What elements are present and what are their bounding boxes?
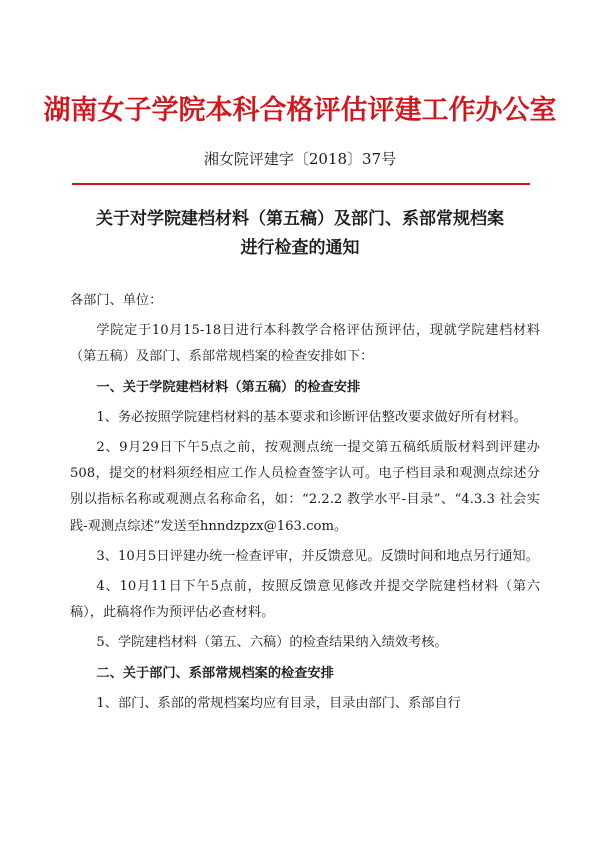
notice-title-line-2: 进行检查的通知 bbox=[240, 238, 360, 258]
intro-paragraph: 学院定于10月15-18日进行本科教学合格评估预评估，现就学院建档材料（第五稿）及部门、系部常规档案的检查安排如下： bbox=[70, 323, 540, 365]
section-1-item-2: 2、9月29日下午5点之前，按观测点统一提交第五稿纸质版材料到评建办508，提交的材料须经相应工作人员检查签字认可。电子档目录和观测点综述分别以指标名称或观测点名称命名，如：“2.2.2 教学水平-目录”、“4.3.3 社会实践-观测点综述”发送至hnndzpzx@163.com。 bbox=[70, 440, 540, 534]
section-1-heading: 一、关于学院建档材料（第五稿）的检查安排 bbox=[96, 379, 361, 395]
notice-title-line-1: 关于对学院建档材料（第五稿）及部门、系部常规档案 bbox=[96, 209, 504, 229]
section-2-heading: 二、关于部门、系部常规档案的检查安排 bbox=[96, 665, 334, 681]
section-2-item-1: 1、部门、系部的常规档案均应有目录，目录由部门、系部自行 bbox=[96, 695, 461, 711]
notice-body bbox=[70, 288, 540, 717]
section-1-item-3: 3、10月5日评建办统一检查评审，并反馈意见。反馈时间和地点另行通知。 bbox=[96, 548, 539, 564]
notice-title bbox=[60, 205, 540, 263]
section-1-item-5: 5、学院建档材料（第五、六稿）的检查结果纳入绩效考核。 bbox=[96, 635, 448, 651]
salutation: 各部门、单位： bbox=[70, 293, 163, 308]
red-separator-line bbox=[72, 183, 530, 185]
letterhead-title: 湖南女子学院本科合格评估评建工作办公室 bbox=[43, 95, 557, 126]
section-1-item-4: 4、10月11日下午5点前，按照反馈意见修改并提交学院建档材料（第六稿），此稿将作为预评估必查材料。 bbox=[70, 579, 540, 621]
document-number: 湘女院评建字〔2018〕37号 bbox=[203, 150, 397, 168]
section-1-item-1: 1、务必按照学院建档材料的基本要求和诊断评估整改要求做好所有材料。 bbox=[96, 409, 527, 425]
